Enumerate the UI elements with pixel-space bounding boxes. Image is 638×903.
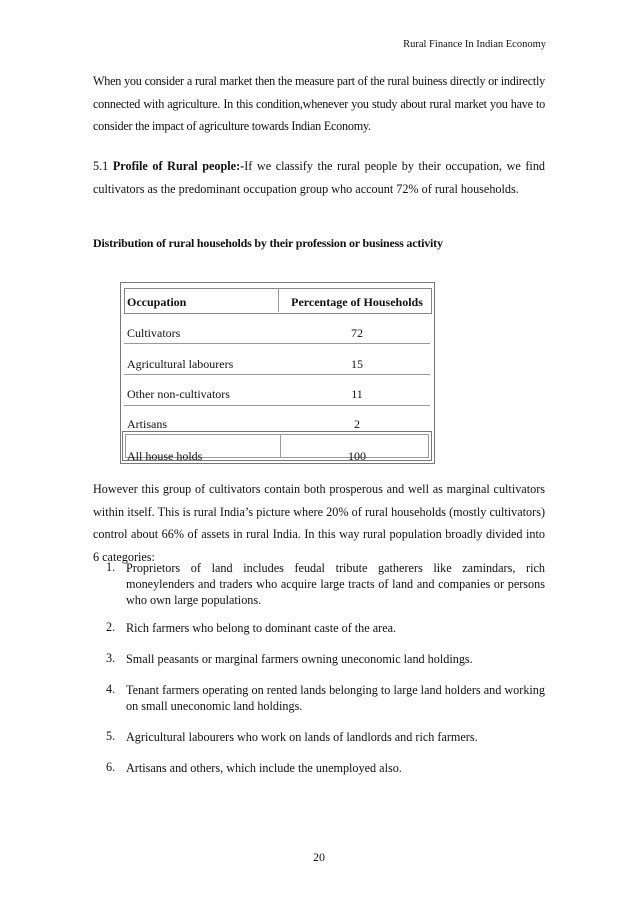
list-item-number: 5.	[106, 729, 116, 743]
list-item-number: 6.	[106, 760, 116, 774]
cell-percentage: 72	[351, 326, 363, 340]
total-occupation: All house holds	[127, 449, 203, 463]
list-item-number: 3.	[106, 651, 116, 665]
cell-occupation: Cultivators	[127, 326, 181, 340]
list-item-number: 4.	[106, 682, 116, 696]
row-divider	[124, 343, 430, 344]
section-title: Profile of Rural people:-	[112, 159, 245, 173]
total-percentage: 100	[348, 449, 366, 463]
list-item-number: 2.	[106, 620, 116, 634]
cell-occupation: Agricultural labourers	[127, 357, 234, 371]
households-table	[120, 282, 435, 464]
header-occupation: Occupation	[127, 295, 187, 309]
list-item-text: Tenant farmers operating on rented lands belonging to large land holders and working on small uneconomic land holdings.	[126, 683, 545, 713]
table-heading: Distribution of rural households by their profession or business activity	[93, 236, 443, 250]
row-divider	[124, 374, 430, 375]
header-percentage: Percentage of Households	[291, 295, 423, 309]
list-item-text: Proprietors of land includes feudal tribute gatherers like zamindars, rich moneylenders and traders who acquire large tracts of land and companies or persons who own large populations.	[126, 561, 545, 607]
section-text: If we classify the rural people by their occupation, we find cultivators as the predominant occupation group who account 72% of rural households.	[93, 159, 546, 196]
list-item-text: Agricultural labourers who work on lands of landlords and rich farmers.	[126, 730, 478, 744]
list-item-text: Artisans and others, which include the unemployed also.	[126, 761, 402, 775]
list-item-number: 1.	[106, 560, 116, 574]
cell-percentage: 2	[354, 417, 360, 431]
cell-occupation: Artisans	[127, 417, 167, 431]
cell-percentage: 11	[351, 387, 363, 401]
table-header-row	[124, 290, 430, 312]
row-divider	[124, 405, 430, 406]
section-paragraph	[93, 155, 545, 200]
list-item-text: Rich farmers who belong to dominant caste of the area.	[126, 621, 397, 635]
intro-paragraph: When you consider a rural market then the measure part of the rural buiness directly or indirectly connected with agriculture. In this condition,whenever you study about rural market you have to consider the impact of agriculture towards Indian Economy.	[93, 74, 545, 133]
cell-percentage: 15	[351, 357, 363, 371]
list-item-text: Small peasants or marginal farmers owning uneconomic land holdings.	[126, 652, 473, 666]
cell-occupation: Other non-cultivators	[127, 387, 230, 401]
page-number: 20	[313, 850, 325, 864]
running-header: Rural Finance In Indian Economy	[403, 39, 546, 50]
cultivators-paragraph: However this group of cultivators contain both prosperous and well as marginal cultivators within itself. This is rural India’s picture where 20% of rural households (mostly cultivators) control about 66% of assets in rural India. In this way rural population broadly divided into 6 categories:	[93, 482, 545, 564]
section-number: 5.1	[93, 159, 109, 173]
total-row-divider	[280, 435, 281, 457]
